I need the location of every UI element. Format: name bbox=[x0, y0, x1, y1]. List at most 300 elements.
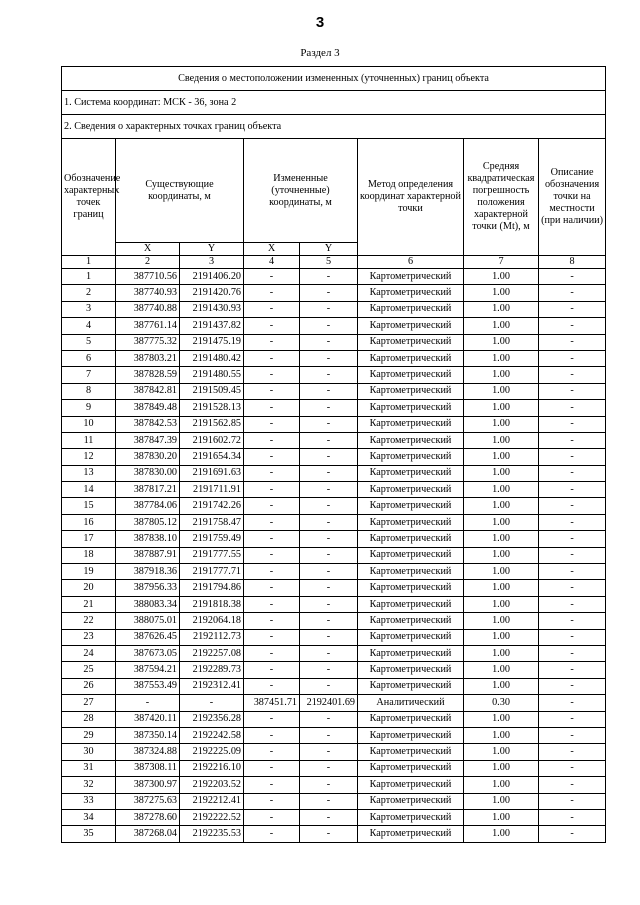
changed-y: - bbox=[300, 514, 358, 530]
point-number: 13 bbox=[62, 465, 116, 481]
accuracy: 1.00 bbox=[464, 596, 539, 612]
existing-x: 387805.12 bbox=[116, 514, 180, 530]
accuracy: 1.00 bbox=[464, 416, 539, 432]
table-row bbox=[62, 645, 606, 661]
existing-y: 2192212.41 bbox=[180, 793, 244, 809]
description: - bbox=[539, 727, 606, 743]
existing-y: 2192242.58 bbox=[180, 727, 244, 743]
column-number: 6 bbox=[358, 256, 464, 269]
column-number: 4 bbox=[244, 256, 300, 269]
changed-y: - bbox=[300, 547, 358, 563]
changed-x: - bbox=[244, 514, 300, 530]
changed-y: - bbox=[300, 367, 358, 383]
point-number: 18 bbox=[62, 547, 116, 563]
description: - bbox=[539, 711, 606, 727]
point-number: 12 bbox=[62, 449, 116, 465]
method: Картометрический bbox=[358, 334, 464, 350]
changed-y: - bbox=[300, 809, 358, 825]
existing-x: 387838.10 bbox=[116, 531, 180, 547]
header-changed-x: X bbox=[244, 243, 300, 256]
header-designation: Обозначение характерных точек границ bbox=[62, 139, 116, 256]
table-row bbox=[62, 793, 606, 809]
description: - bbox=[539, 482, 606, 498]
existing-x: 387626.45 bbox=[116, 629, 180, 645]
description: - bbox=[539, 514, 606, 530]
description: - bbox=[539, 367, 606, 383]
changed-y: - bbox=[300, 777, 358, 793]
changed-x: - bbox=[244, 547, 300, 563]
changed-x: - bbox=[244, 580, 300, 596]
column-numbers-row bbox=[62, 256, 606, 269]
boundary-points-table bbox=[61, 66, 606, 843]
point-number: 24 bbox=[62, 645, 116, 661]
method: Картометрический bbox=[358, 482, 464, 498]
description: - bbox=[539, 826, 606, 842]
description: - bbox=[539, 629, 606, 645]
table-row bbox=[62, 596, 606, 612]
description: - bbox=[539, 564, 606, 580]
existing-y: 2192216.10 bbox=[180, 760, 244, 776]
existing-y: 2192312.41 bbox=[180, 678, 244, 694]
changed-x: - bbox=[244, 678, 300, 694]
method: Картометрический bbox=[358, 580, 464, 596]
existing-x: 387956.33 bbox=[116, 580, 180, 596]
method: Картометрический bbox=[358, 678, 464, 694]
existing-x: 387673.05 bbox=[116, 645, 180, 661]
column-number: 7 bbox=[464, 256, 539, 269]
section-title: Раздел 3 bbox=[300, 47, 340, 59]
description: - bbox=[539, 350, 606, 366]
existing-x: 387847.39 bbox=[116, 432, 180, 448]
existing-x: 387830.00 bbox=[116, 465, 180, 481]
method: Картометрический bbox=[358, 449, 464, 465]
changed-x: - bbox=[244, 383, 300, 399]
method: Картометрический bbox=[358, 367, 464, 383]
accuracy: 1.00 bbox=[464, 564, 539, 580]
method: Картометрический bbox=[358, 285, 464, 301]
column-number: 3 bbox=[180, 256, 244, 269]
accuracy: 1.00 bbox=[464, 711, 539, 727]
existing-x: - bbox=[116, 695, 180, 711]
existing-y: 2191759.49 bbox=[180, 531, 244, 547]
changed-x: - bbox=[244, 449, 300, 465]
existing-y: 2191758.47 bbox=[180, 514, 244, 530]
header-description: Описание обозначения точки на местности (при наличии) bbox=[539, 139, 606, 256]
column-number: 1 bbox=[62, 256, 116, 269]
table-row bbox=[62, 301, 606, 317]
description: - bbox=[539, 662, 606, 678]
accuracy: 1.00 bbox=[464, 793, 539, 809]
accuracy: 1.00 bbox=[464, 777, 539, 793]
method: Картометрический bbox=[358, 711, 464, 727]
existing-y: 2192064.18 bbox=[180, 613, 244, 629]
existing-x: 387350.14 bbox=[116, 727, 180, 743]
existing-x: 387300.97 bbox=[116, 777, 180, 793]
description: - bbox=[539, 793, 606, 809]
points-title: 2. Сведения о характерных точках границ объекта bbox=[62, 115, 606, 139]
column-number: 8 bbox=[539, 256, 606, 269]
method: Картометрический bbox=[358, 564, 464, 580]
method: Картометрический bbox=[358, 465, 464, 481]
description: - bbox=[539, 645, 606, 661]
description: - bbox=[539, 383, 606, 399]
table-row bbox=[62, 662, 606, 678]
header-existing-x: X bbox=[116, 243, 180, 256]
description: - bbox=[539, 449, 606, 465]
table-row bbox=[62, 531, 606, 547]
point-number: 14 bbox=[62, 482, 116, 498]
table-row bbox=[62, 432, 606, 448]
accuracy: 1.00 bbox=[464, 269, 539, 285]
changed-y: - bbox=[300, 662, 358, 678]
existing-y: 2191711.91 bbox=[180, 482, 244, 498]
existing-x: 387420.11 bbox=[116, 711, 180, 727]
point-number: 1 bbox=[62, 269, 116, 285]
method: Картометрический bbox=[358, 596, 464, 612]
changed-x: - bbox=[244, 596, 300, 612]
method: Картометрический bbox=[358, 514, 464, 530]
accuracy: 1.00 bbox=[464, 350, 539, 366]
accuracy: 1.00 bbox=[464, 531, 539, 547]
method: Картометрический bbox=[358, 613, 464, 629]
changed-x: - bbox=[244, 760, 300, 776]
existing-x: 387842.53 bbox=[116, 416, 180, 432]
table-row bbox=[62, 350, 606, 366]
method: Картометрический bbox=[358, 416, 464, 432]
point-number: 29 bbox=[62, 727, 116, 743]
changed-x: - bbox=[244, 400, 300, 416]
changed-y: - bbox=[300, 465, 358, 481]
point-number: 19 bbox=[62, 564, 116, 580]
table-row bbox=[62, 383, 606, 399]
existing-y: 2191437.82 bbox=[180, 318, 244, 334]
table-row bbox=[62, 367, 606, 383]
accuracy: 1.00 bbox=[464, 432, 539, 448]
point-number: 34 bbox=[62, 809, 116, 825]
changed-y: - bbox=[300, 318, 358, 334]
existing-y: 2192112.73 bbox=[180, 629, 244, 645]
description: - bbox=[539, 580, 606, 596]
table-row bbox=[62, 695, 606, 711]
table-row bbox=[62, 400, 606, 416]
method: Картометрический bbox=[358, 383, 464, 399]
description: - bbox=[539, 760, 606, 776]
existing-x: 387887.91 bbox=[116, 547, 180, 563]
existing-y: 2191430.93 bbox=[180, 301, 244, 317]
table-row bbox=[62, 482, 606, 498]
method: Картометрический bbox=[358, 269, 464, 285]
accuracy: 1.00 bbox=[464, 826, 539, 842]
existing-y: 2191480.55 bbox=[180, 367, 244, 383]
page-number: 3 bbox=[315, 14, 325, 31]
existing-y: 2191480.42 bbox=[180, 350, 244, 366]
existing-x: 387842.81 bbox=[116, 383, 180, 399]
table-row bbox=[62, 498, 606, 514]
table-row bbox=[62, 777, 606, 793]
method: Картометрический bbox=[358, 662, 464, 678]
table-row bbox=[62, 629, 606, 645]
changed-y: - bbox=[300, 334, 358, 350]
point-number: 10 bbox=[62, 416, 116, 432]
method: Картометрический bbox=[358, 432, 464, 448]
existing-y: 2192222.52 bbox=[180, 809, 244, 825]
existing-y: 2191475.19 bbox=[180, 334, 244, 350]
header-method: Метод определения координат характерной точки bbox=[358, 139, 464, 256]
method: Картометрический bbox=[358, 777, 464, 793]
table-row bbox=[62, 826, 606, 842]
points-title-row bbox=[62, 115, 606, 139]
method: Картометрический bbox=[358, 498, 464, 514]
changed-x: - bbox=[244, 645, 300, 661]
changed-x: - bbox=[244, 564, 300, 580]
existing-x: 387918.36 bbox=[116, 564, 180, 580]
table-row bbox=[62, 514, 606, 530]
table-row bbox=[62, 580, 606, 596]
accuracy: 1.00 bbox=[464, 547, 539, 563]
method: Картометрический bbox=[358, 547, 464, 563]
existing-y: 2191742.26 bbox=[180, 498, 244, 514]
changed-y: - bbox=[300, 564, 358, 580]
column-number: 5 bbox=[300, 256, 358, 269]
changed-y: - bbox=[300, 826, 358, 842]
description: - bbox=[539, 547, 606, 563]
changed-x: - bbox=[244, 301, 300, 317]
point-number: 23 bbox=[62, 629, 116, 645]
point-number: 35 bbox=[62, 826, 116, 842]
existing-y: 2191777.55 bbox=[180, 547, 244, 563]
accuracy: 1.00 bbox=[464, 367, 539, 383]
method: Картометрический bbox=[358, 645, 464, 661]
existing-x: 387830.20 bbox=[116, 449, 180, 465]
table-row bbox=[62, 416, 606, 432]
changed-y: - bbox=[300, 449, 358, 465]
changed-y: - bbox=[300, 285, 358, 301]
changed-y: - bbox=[300, 727, 358, 743]
table-row bbox=[62, 678, 606, 694]
coord-system: 1. Система координат: МСК - 36, зона 2 bbox=[62, 91, 606, 115]
table-row bbox=[62, 285, 606, 301]
existing-x: 387275.63 bbox=[116, 793, 180, 809]
existing-x: 387784.06 bbox=[116, 498, 180, 514]
method: Картометрический bbox=[358, 793, 464, 809]
existing-y: 2192356.28 bbox=[180, 711, 244, 727]
description: - bbox=[539, 744, 606, 760]
point-number: 9 bbox=[62, 400, 116, 416]
accuracy: 0.30 bbox=[464, 695, 539, 711]
changed-y: - bbox=[300, 580, 358, 596]
changed-y: - bbox=[300, 350, 358, 366]
point-number: 5 bbox=[62, 334, 116, 350]
accuracy: 1.00 bbox=[464, 449, 539, 465]
header-accuracy: Средняя квадратическая погрешность положения характерной точки (Mt), м bbox=[464, 139, 539, 256]
accuracy: 1.00 bbox=[464, 662, 539, 678]
changed-y: - bbox=[300, 613, 358, 629]
existing-x: 387710.56 bbox=[116, 269, 180, 285]
description: - bbox=[539, 596, 606, 612]
changed-x: - bbox=[244, 334, 300, 350]
changed-x: - bbox=[244, 367, 300, 383]
changed-y: - bbox=[300, 432, 358, 448]
changed-x: - bbox=[244, 482, 300, 498]
existing-y: 2191562.85 bbox=[180, 416, 244, 432]
existing-y: 2192257.08 bbox=[180, 645, 244, 661]
accuracy: 1.00 bbox=[464, 514, 539, 530]
accuracy: 1.00 bbox=[464, 400, 539, 416]
changed-x: - bbox=[244, 416, 300, 432]
existing-x: 388083.34 bbox=[116, 596, 180, 612]
existing-x: 387594.21 bbox=[116, 662, 180, 678]
point-number: 3 bbox=[62, 301, 116, 317]
table-row bbox=[62, 334, 606, 350]
existing-x: 387849.48 bbox=[116, 400, 180, 416]
accuracy: 1.00 bbox=[464, 318, 539, 334]
changed-x: - bbox=[244, 793, 300, 809]
method: Картометрический bbox=[358, 301, 464, 317]
changed-x: - bbox=[244, 432, 300, 448]
changed-y: - bbox=[300, 383, 358, 399]
changed-x: - bbox=[244, 350, 300, 366]
table-row bbox=[62, 269, 606, 285]
accuracy: 1.00 bbox=[464, 383, 539, 399]
table-row bbox=[62, 809, 606, 825]
existing-x: 387740.88 bbox=[116, 301, 180, 317]
description: - bbox=[539, 777, 606, 793]
point-number: 15 bbox=[62, 498, 116, 514]
point-number: 25 bbox=[62, 662, 116, 678]
changed-y: - bbox=[300, 711, 358, 727]
existing-y: 2192289.73 bbox=[180, 662, 244, 678]
changed-y: - bbox=[300, 482, 358, 498]
point-number: 33 bbox=[62, 793, 116, 809]
changed-x: - bbox=[244, 629, 300, 645]
table-row bbox=[62, 727, 606, 743]
existing-y: 2192235.53 bbox=[180, 826, 244, 842]
point-number: 8 bbox=[62, 383, 116, 399]
description: - bbox=[539, 269, 606, 285]
header-existing-y: Y bbox=[180, 243, 244, 256]
description: - bbox=[539, 613, 606, 629]
table-title-row bbox=[62, 67, 606, 91]
existing-x: 387740.93 bbox=[116, 285, 180, 301]
changed-y: - bbox=[300, 793, 358, 809]
description: - bbox=[539, 301, 606, 317]
changed-x: 387451.71 bbox=[244, 695, 300, 711]
existing-y: 2191528.13 bbox=[180, 400, 244, 416]
changed-x: - bbox=[244, 826, 300, 842]
header-changed-y: Y bbox=[300, 243, 358, 256]
existing-y: 2191777.71 bbox=[180, 564, 244, 580]
existing-x: 387828.59 bbox=[116, 367, 180, 383]
point-number: 11 bbox=[62, 432, 116, 448]
point-number: 30 bbox=[62, 744, 116, 760]
changed-x: - bbox=[244, 744, 300, 760]
table-row bbox=[62, 318, 606, 334]
existing-y: 2192203.52 bbox=[180, 777, 244, 793]
changed-x: - bbox=[244, 727, 300, 743]
accuracy: 1.00 bbox=[464, 285, 539, 301]
existing-x: 387803.21 bbox=[116, 350, 180, 366]
point-number: 4 bbox=[62, 318, 116, 334]
changed-y: - bbox=[300, 301, 358, 317]
table-row bbox=[62, 711, 606, 727]
point-number: 28 bbox=[62, 711, 116, 727]
method: Аналитический bbox=[358, 695, 464, 711]
column-number: 2 bbox=[116, 256, 180, 269]
method: Картометрический bbox=[358, 744, 464, 760]
existing-x: 387324.88 bbox=[116, 744, 180, 760]
changed-x: - bbox=[244, 531, 300, 547]
existing-y: 2191794.86 bbox=[180, 580, 244, 596]
existing-y: - bbox=[180, 695, 244, 711]
point-number: 26 bbox=[62, 678, 116, 694]
method: Картометрический bbox=[358, 809, 464, 825]
changed-y: - bbox=[300, 416, 358, 432]
changed-x: - bbox=[244, 318, 300, 334]
accuracy: 1.00 bbox=[464, 613, 539, 629]
table-title: Сведения о местоположении измененных (уточненных) границ объекта bbox=[62, 67, 606, 91]
changed-x: - bbox=[244, 711, 300, 727]
table-row bbox=[62, 744, 606, 760]
description: - bbox=[539, 432, 606, 448]
method: Картометрический bbox=[358, 400, 464, 416]
existing-y: 2191406.20 bbox=[180, 269, 244, 285]
point-number: 27 bbox=[62, 695, 116, 711]
existing-x: 387817.21 bbox=[116, 482, 180, 498]
existing-y: 2191691.63 bbox=[180, 465, 244, 481]
existing-y: 2191654.34 bbox=[180, 449, 244, 465]
accuracy: 1.00 bbox=[464, 629, 539, 645]
existing-y: 2191818.38 bbox=[180, 596, 244, 612]
existing-x: 387278.60 bbox=[116, 809, 180, 825]
changed-y: - bbox=[300, 760, 358, 776]
changed-y: - bbox=[300, 629, 358, 645]
existing-x: 387775.32 bbox=[116, 334, 180, 350]
changed-x: - bbox=[244, 662, 300, 678]
existing-y: 2191602.72 bbox=[180, 432, 244, 448]
changed-y: - bbox=[300, 269, 358, 285]
changed-x: - bbox=[244, 498, 300, 514]
accuracy: 1.00 bbox=[464, 334, 539, 350]
changed-y: - bbox=[300, 678, 358, 694]
existing-x: 388075.01 bbox=[116, 613, 180, 629]
method: Картометрический bbox=[358, 531, 464, 547]
description: - bbox=[539, 334, 606, 350]
accuracy: 1.00 bbox=[464, 301, 539, 317]
method: Картометрический bbox=[358, 760, 464, 776]
point-number: 32 bbox=[62, 777, 116, 793]
header-existing: Существующие координаты, м bbox=[116, 139, 244, 243]
changed-x: - bbox=[244, 809, 300, 825]
coord-system-row bbox=[62, 91, 606, 115]
changed-y: - bbox=[300, 400, 358, 416]
existing-x: 387761.14 bbox=[116, 318, 180, 334]
method: Картометрический bbox=[358, 318, 464, 334]
method: Картометрический bbox=[358, 629, 464, 645]
changed-y: - bbox=[300, 531, 358, 547]
method: Картометрический bbox=[358, 350, 464, 366]
description: - bbox=[539, 318, 606, 334]
accuracy: 1.00 bbox=[464, 760, 539, 776]
accuracy: 1.00 bbox=[464, 482, 539, 498]
point-number: 20 bbox=[62, 580, 116, 596]
accuracy: 1.00 bbox=[464, 809, 539, 825]
changed-y: - bbox=[300, 498, 358, 514]
changed-x: - bbox=[244, 777, 300, 793]
description: - bbox=[539, 809, 606, 825]
point-number: 7 bbox=[62, 367, 116, 383]
description: - bbox=[539, 531, 606, 547]
description: - bbox=[539, 416, 606, 432]
